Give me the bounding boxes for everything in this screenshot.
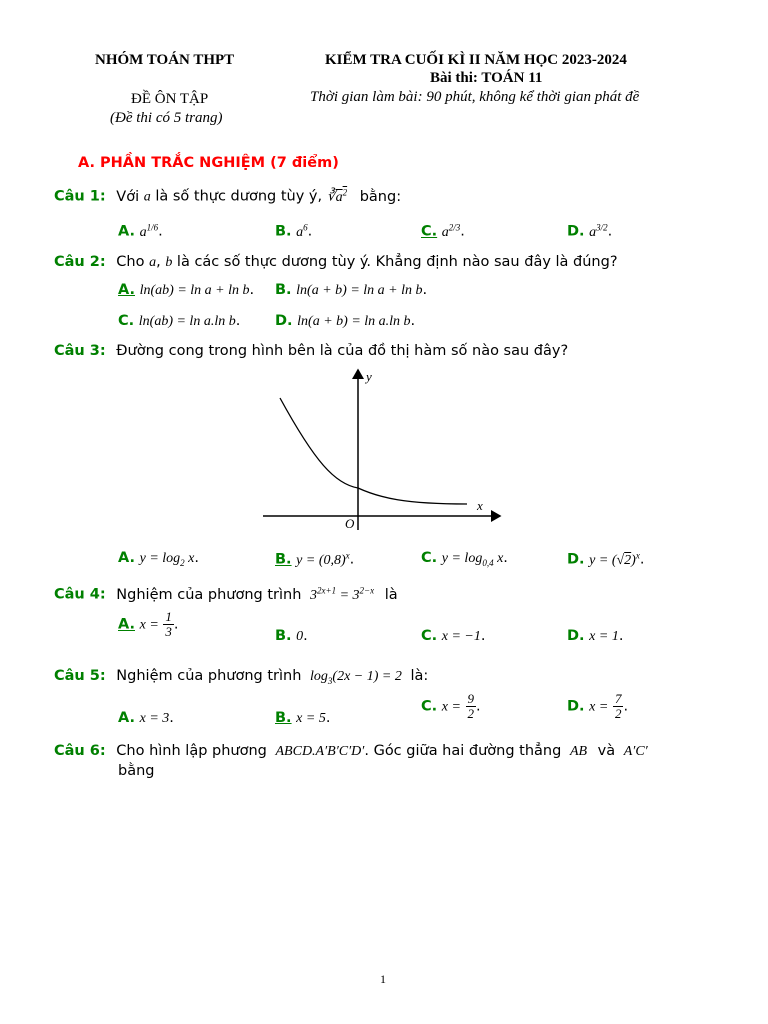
q2-option-a[interactable]: A. ln(ab) = ln a + ln b. (118, 282, 255, 298)
exponential-curve (280, 398, 467, 504)
exam-title: KIỂM TRA CUỐI KÌ II NĂM HỌC 2023-2024 (325, 52, 627, 68)
question-6: Câu 6: Cho hình lập phương ABCD.A′B′C′D′. Góc giữa hai đường thẳng AB và A′C′ (54, 743, 648, 759)
q5-option-d[interactable]: D. x = $\frac{7}{2}$ . (567, 691, 629, 721)
question-3 (54, 343, 568, 359)
q5-option-b[interactable]: B. x = 5. (275, 710, 331, 726)
question-label: Câu 2: (54, 254, 106, 270)
question-label: Câu 3: (54, 343, 106, 359)
q1-option-c[interactable]: C. $a^{2/3}$. (421, 222, 465, 240)
section-title: A. PHẦN TRẮC NGHIỆM (7 điểm) (78, 155, 339, 171)
q4-option-c[interactable]: C. x = −1. (421, 628, 486, 644)
question-text: Nghiệm của phương trình (116, 668, 302, 684)
math-var: a (143, 189, 151, 205)
y-axis-label: y (366, 369, 372, 384)
question-4: Câu 4: Nghiệm của phương trình $3^{2x+1} = 3^{2-x}$ là (54, 585, 398, 603)
question-text: là: (410, 668, 429, 684)
question-label: Câu 5: (54, 668, 106, 684)
q5-option-c[interactable]: C. x = $\frac{9}{2}$ . (421, 691, 481, 721)
exam-time-note: Thời gian làm bài: 90 phút, không kể thời gian phát đề (310, 89, 640, 105)
question-6-continuation: bằng (118, 763, 155, 779)
function-graph (255, 362, 510, 532)
q3-option-a[interactable]: A. $y = \log_2 x$. (118, 550, 199, 568)
question-5: Câu 5: Nghiệm của phương trình $\log_3(2x - 1) = 2$ là: (54, 668, 429, 686)
math-expr: $∛a^2$ (326, 187, 348, 205)
question-1 (54, 187, 401, 206)
q3-option-b[interactable]: B. $y = (0,8)^x$. (275, 550, 355, 568)
question-text: Nghiệm của phương trình (116, 586, 302, 603)
question-text: Đường cong trong hình bên là của đồ thị hàm số nào sau đây? (116, 343, 569, 359)
question-text: là số thực dương tùy ý, (155, 188, 323, 205)
q1-option-d[interactable]: D. $a^{3/2}$. (567, 222, 613, 240)
question-text: bằng: (359, 188, 402, 205)
question-label: Câu 6: (54, 743, 106, 759)
school-group-title: NHÓM TOÁN THPT (95, 52, 235, 68)
q4-option-d[interactable]: D. x = 1. (567, 628, 624, 644)
q3-option-c[interactable]: C. $y = \log_{0,4} x$. (421, 550, 508, 568)
question-label: Câu 4: (54, 586, 106, 603)
question-text: là các số thực dương tùy ý. Khẳng định nào sau đây là đúng? (176, 254, 618, 270)
question-text: . Góc giữa hai đường thẳng (364, 743, 562, 759)
q2-option-d[interactable]: D. ln(a + b) = ln a.ln b. (275, 313, 416, 329)
question-text: Cho hình lập phương (116, 743, 267, 759)
q1-option-a[interactable]: A. $a^{1/6}$. (118, 222, 163, 240)
exam-subject: Bài thi: TOÁN 11 (430, 70, 543, 86)
question-text: và (597, 743, 616, 759)
x-axis-label: x (477, 498, 483, 513)
q2-option-c[interactable]: C. ln(ab) = ln a.ln b. (118, 313, 241, 329)
origin-label: O (345, 516, 355, 531)
question-text: là (384, 586, 398, 603)
question-2: Câu 2: Cho a, b là các số thực dương tùy ý. Khẳng định nào sau đây là đúng? (54, 254, 618, 270)
q4-option-b[interactable]: B. 0. (275, 628, 308, 644)
page-count-note: (Đề thi có 5 trang) (110, 110, 223, 126)
q5-option-a[interactable]: A. x = 3. (118, 710, 174, 726)
question-text: Cho (116, 254, 145, 270)
page-number: 1 (380, 972, 386, 986)
q1-option-b[interactable]: B. $a^6$. (275, 222, 313, 240)
q4-option-a[interactable]: A. x = $\frac{1}{3}$ . (118, 609, 179, 639)
q2-option-b[interactable]: B. ln(a + b) = ln a + ln b. (275, 282, 428, 298)
question-text: Với (116, 188, 140, 205)
q3-option-d[interactable]: D. $y = (√2)^x$. (567, 550, 645, 568)
exam-type: ĐỀ ÔN TẬP (131, 91, 209, 107)
question-label: Câu 1: (54, 188, 106, 205)
